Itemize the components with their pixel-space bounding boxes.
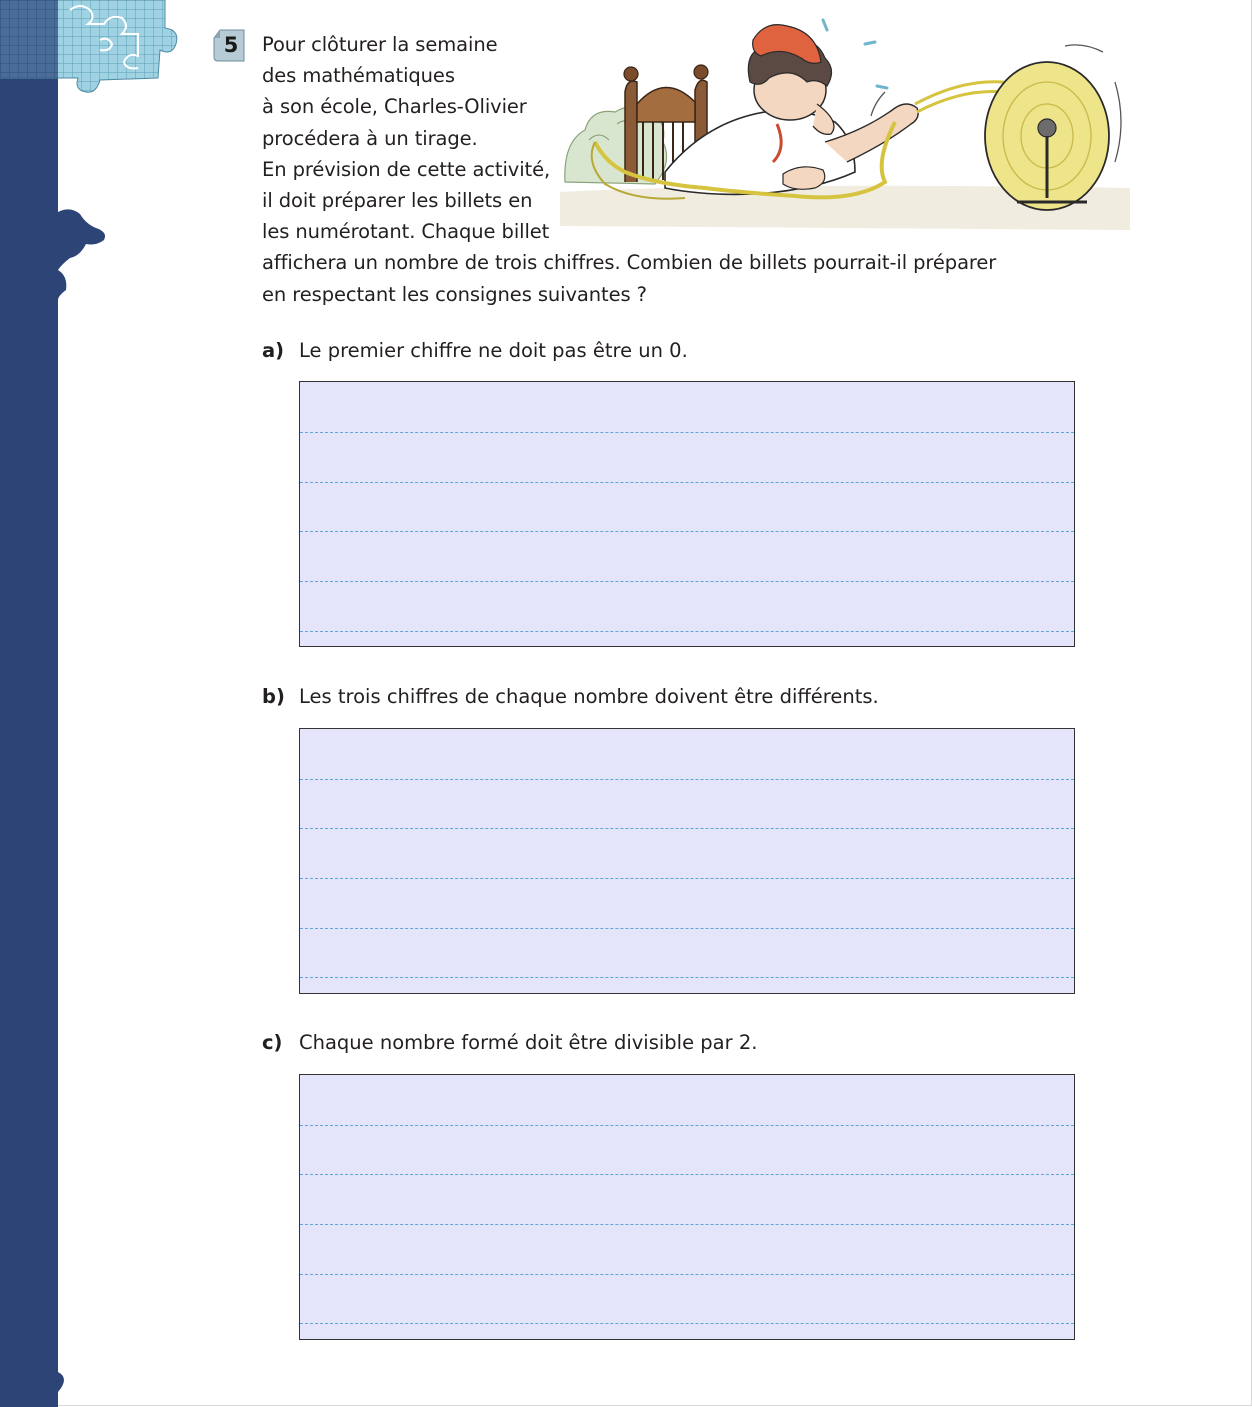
intro-line: procédera à un tirage. [262, 126, 478, 150]
question-c [262, 1031, 757, 1055]
answer-rule [300, 1274, 1074, 1275]
intro-line: En prévision de cette activité, [262, 157, 551, 181]
answer-rule [300, 631, 1074, 632]
intro-line: en respectant les consignes suivantes ? [262, 282, 647, 306]
answer-rule [300, 1323, 1074, 1324]
answer-rule [300, 928, 1074, 929]
question-letter: a) [262, 339, 285, 362]
answer-rule [300, 432, 1074, 433]
exercise-number: 5 [223, 33, 239, 57]
question-text: Le premier chiffre ne doit pas être un 0. [299, 339, 688, 362]
question-letter: c) [262, 1031, 283, 1054]
answer-area-c[interactable] [299, 1074, 1075, 1340]
intro-line: Pour clôturer la semaine [262, 33, 498, 56]
intro-line: à son école, Charles-Olivier [262, 95, 527, 119]
man-winding-ticket-roll-illustration [555, 12, 1130, 232]
puzzle-band-decoration [0, 0, 180, 1407]
question-text: Chaque nombre formé doit être divisible par 2. [299, 1031, 758, 1054]
answer-rule [300, 779, 1074, 780]
intro-line: des mathématiques [262, 64, 455, 88]
answer-area-b[interactable] [299, 728, 1075, 994]
answer-rule [300, 581, 1074, 582]
question-letter: b) [262, 685, 285, 708]
answer-rule [300, 482, 1074, 483]
answer-rule [300, 1125, 1074, 1126]
answer-rule [300, 828, 1074, 829]
intro-line: il doit préparer les billets en [262, 189, 533, 213]
question-text: Les trois chiffres de chaque nombre doivent être différents. [299, 685, 879, 708]
question-b [262, 685, 879, 709]
answer-rule [300, 1174, 1074, 1175]
answer-rule [300, 878, 1074, 879]
answer-rule [300, 1224, 1074, 1225]
intro-line: les numérotant. Chaque billet [262, 220, 550, 244]
answer-rule [300, 531, 1074, 532]
answer-rule [300, 977, 1074, 978]
exercise-number-badge [210, 28, 244, 62]
intro-line: affichera un nombre de trois chiffres. Combien de billets pourrait-il préparer [262, 251, 997, 275]
answer-area-a[interactable] [299, 381, 1075, 647]
question-a [262, 339, 688, 363]
